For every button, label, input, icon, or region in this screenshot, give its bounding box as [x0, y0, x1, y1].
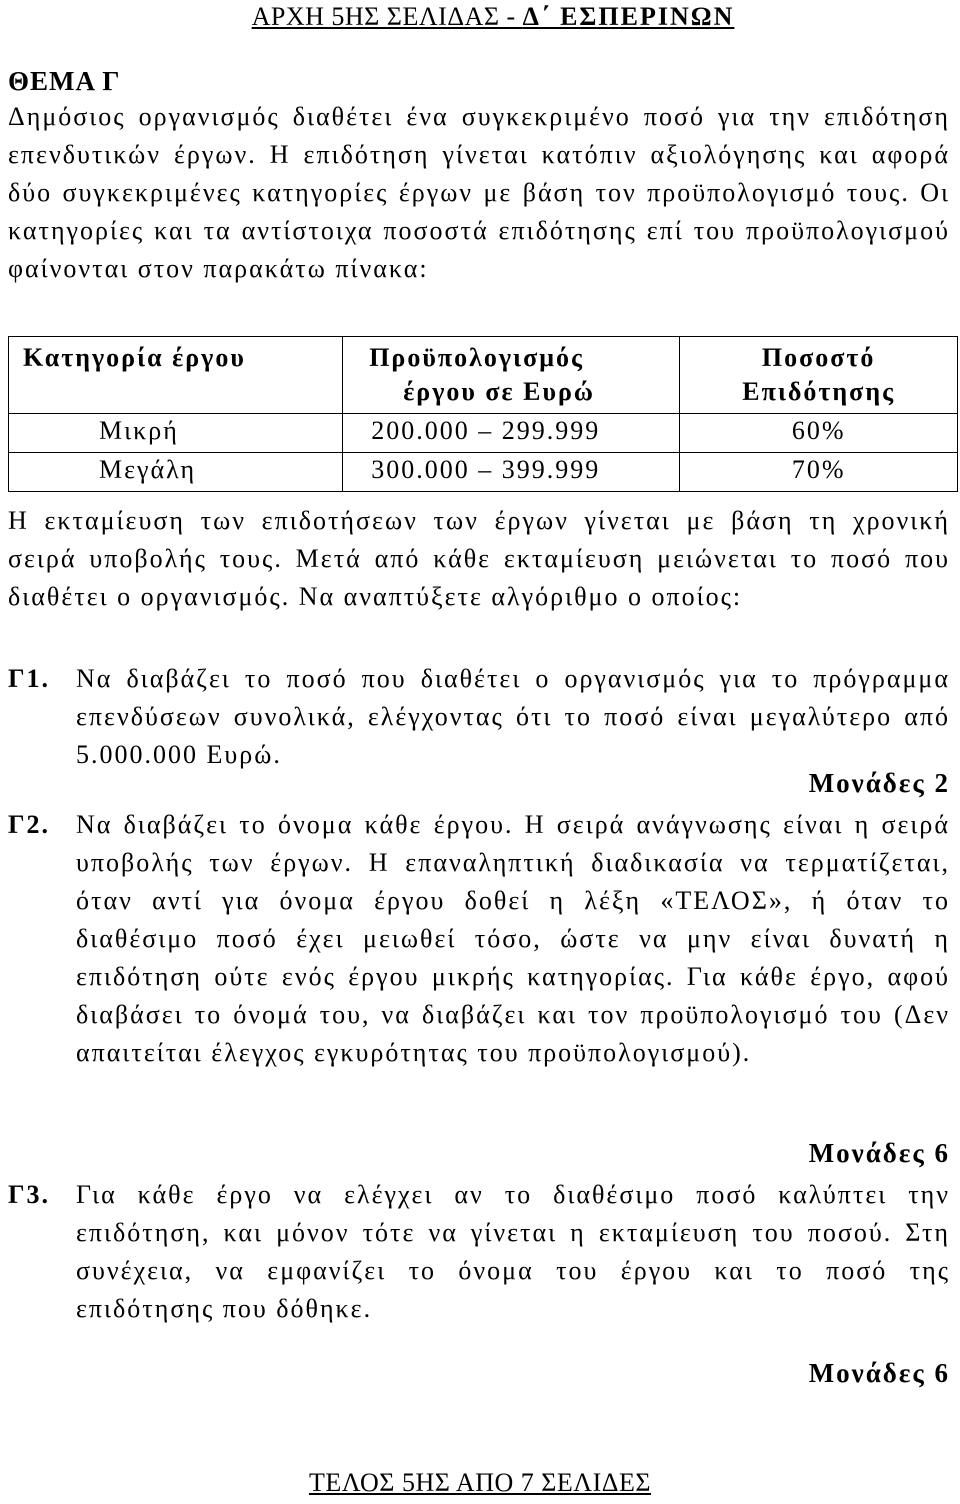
- table-row: [9, 453, 958, 492]
- subsidy-table: [8, 336, 958, 492]
- cell-budget: 300.000 – 399.999: [343, 453, 680, 492]
- header-rate: Ποσοστό Επιδότησης: [680, 337, 958, 414]
- header-budget: Προϋπολογισμός έργου σε Ευρώ: [343, 337, 680, 414]
- marks-g2: Μονάδες 6: [808, 1138, 950, 1168]
- question-text: Για κάθε έργο να ελέγχει αν το διαθέσιμο ποσό καλύπτει την επιδότηση, και μόνον τότε να γίνεται η εκταμίευση του ποσού. Στη συνέχεια, να εμφανίζει το όνομα του έργου και το ποσό της επιδότησης που δόθηκε.: [76, 1180, 950, 1323]
- question-g1: [8, 660, 950, 774]
- page-footer-text: ΤΕΛΟΣ 5ΗΣ ΑΠΟ 7 ΣΕΛΙΔΕΣ: [308, 1468, 652, 1497]
- header-category: Κατηγορία έργου: [9, 337, 343, 414]
- marks-g3: Μονάδες 6: [808, 1358, 950, 1388]
- question-label: Γ1.: [8, 664, 51, 693]
- question-g3: [8, 1176, 950, 1328]
- table-row: [9, 414, 958, 453]
- question-label: Γ3.: [8, 1180, 51, 1209]
- table-header-row: [9, 337, 958, 414]
- intro-paragraph: Δημόσιος οργανισμός διαθέτει ένα συγκεκριμένο ποσό για την επιδότηση επενδυτικών έργων. Η επιδότηση γίνεται κατόπιν αξιολόγησης και αφορά δύο συγκεκριμένες κατηγορίες έργων με βάση τον προϋπολογισμό τους. Οι κατηγορίες και τα αντίστοιχα ποσοστά επιδότησης επί του προϋπολογισμού φαίνονται στον παρακάτω πίνακα:: [8, 102, 950, 283]
- question-text: Να διαβάζει το ποσό που διαθέτει ο οργανισμός για το πρόγραμμα επενδύσεων συνολικά, ελέγχοντας ότι το ποσό είναι μεγαλύτερο από 5.000.000 Ευρώ.: [76, 664, 950, 769]
- cell-budget: 200.000 – 299.999: [343, 414, 680, 453]
- question-g2: [8, 806, 950, 1072]
- second-paragraph: Η εκταμίευση των επιδοτήσεων των έργων γίνεται με βάση τη χρονική σειρά υποβολής τους. Μετά από κάθε εκταμίευση μειώνεται το ποσό που διαθέτει ο οργανισμός. Να αναπτύξετε αλγόριθμο ο οποίος:: [8, 506, 950, 611]
- question-text: Να διαβάζει το όνομα κάθε έργου. Η σειρά ανάγνωσης είναι η σειρά υποβολής των έργων. Η επαναληπτική διαδικασία να τερματίζεται, όταν αντί για όνομα έργου δοθεί η λέξη «ΤΕΛΟΣ», ή όταν το διαθέσιμο ποσό έχει μειωθεί τόσο, ώστε να μην είναι δυνατή η επιδότηση ούτε ενός έργου μικρής κατηγορίας. Για κάθε έργο, αφού διαβάσει το όνομά του, να διαβάζει και τον προϋπολογισμό του (Δεν απαιτείται έλεγχος εγκυρότητας του προϋπολογισμού).: [76, 810, 950, 1067]
- page-footer: [0, 1466, 960, 1500]
- cell-rate: 70%: [680, 453, 958, 492]
- cell-category: Μικρή: [9, 414, 343, 453]
- question-label: Γ2.: [8, 810, 51, 839]
- marks-g1: Μονάδες 2: [808, 768, 950, 798]
- page-header-class: Δ΄ ΕΣΠΕΡΙΝΩΝ: [522, 2, 735, 31]
- cell-category: Μεγάλη: [9, 453, 343, 492]
- cell-rate: 60%: [680, 414, 958, 453]
- page-header: [0, 0, 960, 36]
- theme-title: ΘΕΜΑ Γ: [8, 66, 121, 96]
- page-header-start: ΑΡΧΗ 5ΗΣ ΣΕΛΙΔΑΣ -: [251, 2, 523, 31]
